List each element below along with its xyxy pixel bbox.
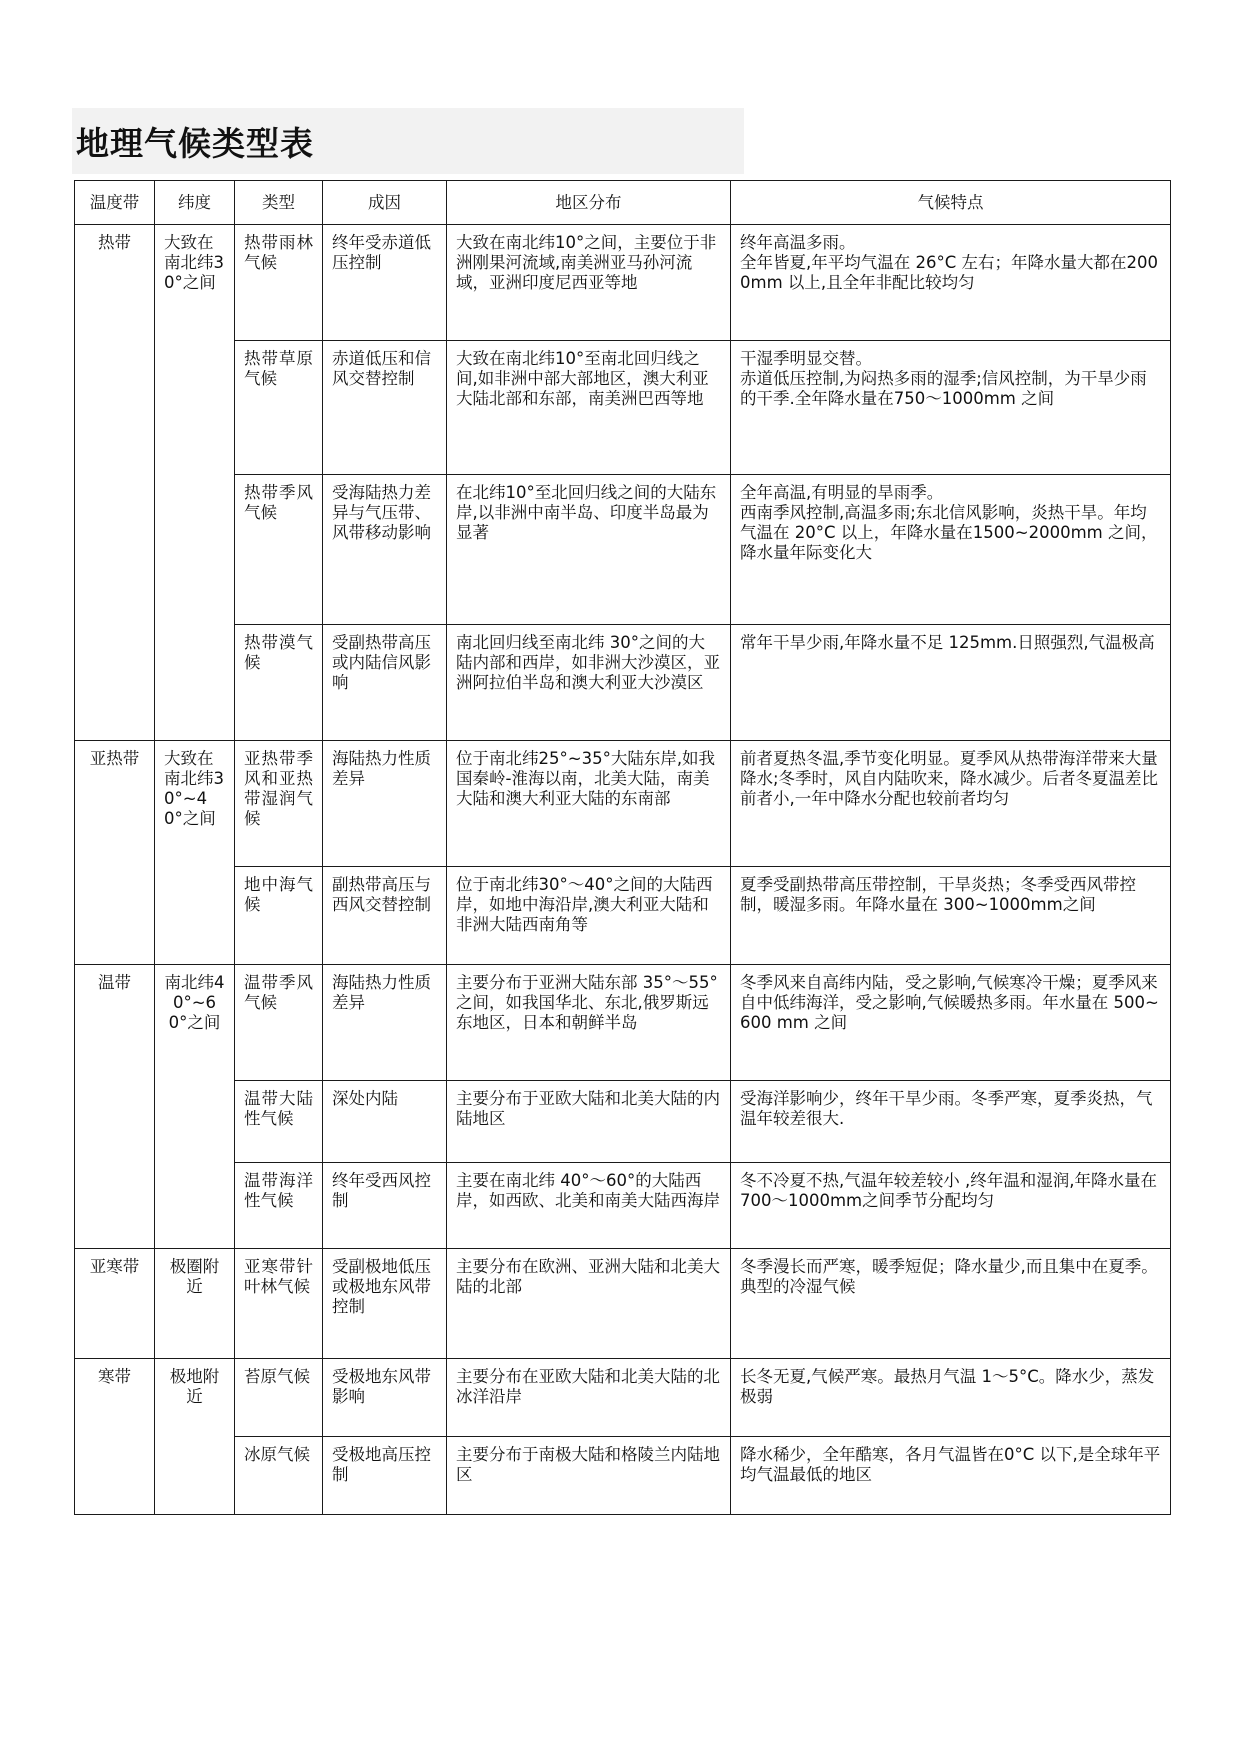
features-cell: 常年干旱少雨,年降水量不足 125mm.日照强烈,气温极高: [731, 625, 1171, 741]
header-cause: 成因: [323, 181, 447, 225]
table-row: [75, 1359, 1171, 1437]
features-cell: 终年高温多雨。 全年皆夏,年平均气温在 26°C 左右；年降水量大都在2000mm 以上,且全年非配比较均匀: [731, 225, 1171, 341]
type-cell: 热带雨林气候: [235, 225, 323, 341]
table-row: [75, 1163, 1171, 1249]
page-title: 地理气候类型表: [76, 124, 314, 163]
features-cell: 前者夏热冬温,季节变化明显。夏季风从热带海洋带来大量降水;冬季时，风自内陆吹来，降水减少。后者冬夏温差比前者小,一年中降水分配也较前者均匀: [731, 741, 1171, 867]
region-cell: 大致在南北纬10°之间，主要位于非洲刚果河流域,南美洲亚马孙河流域，亚洲印度尼西亚等地: [447, 225, 731, 341]
table-row: [75, 867, 1171, 965]
table-row: [75, 1081, 1171, 1163]
type-cell: 亚寒带针叶林气候: [235, 1249, 323, 1359]
cause-cell: 赤道低压和信风交替控制: [323, 341, 447, 475]
region-cell: 主要分布于亚洲大陆东部 35°～55°之间，如我国华北、东北,俄罗斯远东地区，日本和朝鲜半岛: [447, 965, 731, 1081]
header-latitude: 纬度: [155, 181, 235, 225]
cause-cell: 受副极地低压或极地东风带控制: [323, 1249, 447, 1359]
latitude-cell: 极圈附近: [155, 1249, 235, 1359]
cause-cell: 终年受赤道低压控制: [323, 225, 447, 341]
region-cell: 大致在南北纬10°至南北回归线之间,如非洲中部大部地区，澳大利亚大陆北部和东部，南美洲巴西等地: [447, 341, 731, 475]
features-cell: 受海洋影响少，终年干旱少雨。冬季严寒，夏季炎热，气温年较差很大.: [731, 1081, 1171, 1163]
features-cell: 全年高温,有明显的旱雨季。 西南季风控制,高温多雨;东北信风影响，炎热干旱。年均气温在 20°C 以上，年降水量在1500~2000mm 之间，降水量年际变化大: [731, 475, 1171, 625]
cause-cell: 受副热带高压或内陆信风影响: [323, 625, 447, 741]
type-cell: 热带漠气候: [235, 625, 323, 741]
table-row: [75, 741, 1171, 867]
features-cell: 降水稀少，全年酷寒，各月气温皆在0°C 以下,是全球年平均气温最低的地区: [731, 1437, 1171, 1515]
header-type: 类型: [235, 181, 323, 225]
region-cell: 南北回归线至南北纬 30°之间的大陆内部和西岸，如非洲大沙漠区，亚洲阿拉伯半岛和澳大利亚大沙漠区: [447, 625, 731, 741]
cause-cell: 终年受西风控制: [323, 1163, 447, 1249]
features-cell: 夏季受副热带高压带控制，干旱炎热；冬季受西风带控制，暖湿多雨。年降水量在 300~1000mm之间: [731, 867, 1171, 965]
table-row: [75, 625, 1171, 741]
cause-cell: 受极地高压控制: [323, 1437, 447, 1515]
zone-cell: 温带: [75, 965, 155, 1249]
table-row: [75, 225, 1171, 341]
region-cell: 在北纬10°至北回归线之间的大陆东岸,以非洲中南半岛、印度半岛最为显著: [447, 475, 731, 625]
features-cell: 长冬无夏,气候严寒。最热月气温 1～5°C。降水少，蒸发极弱: [731, 1359, 1171, 1437]
cause-cell: 深处内陆: [323, 1081, 447, 1163]
zone-cell: 亚热带: [75, 741, 155, 965]
type-cell: 温带海洋性气候: [235, 1163, 323, 1249]
type-cell: 温带季风气候: [235, 965, 323, 1081]
type-cell: 地中海气候: [235, 867, 323, 965]
type-cell: 苔原气候: [235, 1359, 323, 1437]
latitude-cell: 大致在南北纬30°~40°之间: [155, 741, 235, 965]
type-cell: 冰原气候: [235, 1437, 323, 1515]
type-cell: 亚热带季风和亚热带湿润气候: [235, 741, 323, 867]
table-row: [75, 1249, 1171, 1359]
region-cell: 主要在南北纬 40°～60°的大陆西岸，如西欧、北美和南美大陆西海岸: [447, 1163, 731, 1249]
zone-cell: 寒带: [75, 1359, 155, 1515]
latitude-cell: 大致在南北纬30°之间: [155, 225, 235, 741]
cause-cell: 受海陆热力差异与气压带、风带移动影响: [323, 475, 447, 625]
zone-cell: 亚寒带: [75, 1249, 155, 1359]
cause-cell: 受极地东风带影响: [323, 1359, 447, 1437]
cause-cell: 副热带高压与西风交替控制: [323, 867, 447, 965]
cause-cell: 海陆热力性质差异: [323, 741, 447, 867]
header-region: 地区分布: [447, 181, 731, 225]
features-cell: 干湿季明显交替。 赤道低压控制,为闷热多雨的湿季;信风控制，为干旱少雨的干季.全年降水量在750～1000mm 之间: [731, 341, 1171, 475]
latitude-cell: 极地附近: [155, 1359, 235, 1515]
type-cell: 热带草原气候: [235, 341, 323, 475]
features-cell: 冬季风来自高纬内陆，受之影响,气候寒冷干燥；夏季风来自中低纬海洋，受之影响,气候暖热多雨。年水量在 500~600 mm 之间: [731, 965, 1171, 1081]
table-header-row: [75, 181, 1171, 225]
header-zone: 温度带: [75, 181, 155, 225]
table-row: [75, 341, 1171, 475]
region-cell: 位于南北纬25°~35°大陆东岸,如我国秦岭-淮海以南，北美大陆，南美大陆和澳大利亚大陆的东南部: [447, 741, 731, 867]
zone-cell: 热带: [75, 225, 155, 741]
region-cell: 主要分布在欧洲、亚洲大陆和北美大陆的北部: [447, 1249, 731, 1359]
climate-table: [74, 180, 1171, 1515]
header-features: 气候特点: [731, 181, 1171, 225]
features-cell: 冬不冷夏不热,气温年较差较小 ,终年温和湿润,年降水量在700～1000mm之间季节分配均匀: [731, 1163, 1171, 1249]
table-row: [75, 475, 1171, 625]
type-cell: 温带大陆性气候: [235, 1081, 323, 1163]
region-cell: 主要分布于亚欧大陆和北美大陆的内陆地区: [447, 1081, 731, 1163]
latitude-cell: 南北纬40°~60°之间: [155, 965, 235, 1249]
table-row: [75, 1437, 1171, 1515]
region-cell: 位于南北纬30°～40°之间的大陆西岸，如地中海沿岸,澳大利亚大陆和非洲大陆西南角等: [447, 867, 731, 965]
region-cell: 主要分布于南极大陆和格陵兰内陆地区: [447, 1437, 731, 1515]
features-cell: 冬季漫长而严寒，暖季短促；降水量少,而且集中在夏季。典型的冷湿气候: [731, 1249, 1171, 1359]
table-row: [75, 965, 1171, 1081]
cause-cell: 海陆热力性质差异: [323, 965, 447, 1081]
type-cell: 热带季风气候: [235, 475, 323, 625]
region-cell: 主要分布在亚欧大陆和北美大陆的北冰洋沿岸: [447, 1359, 731, 1437]
